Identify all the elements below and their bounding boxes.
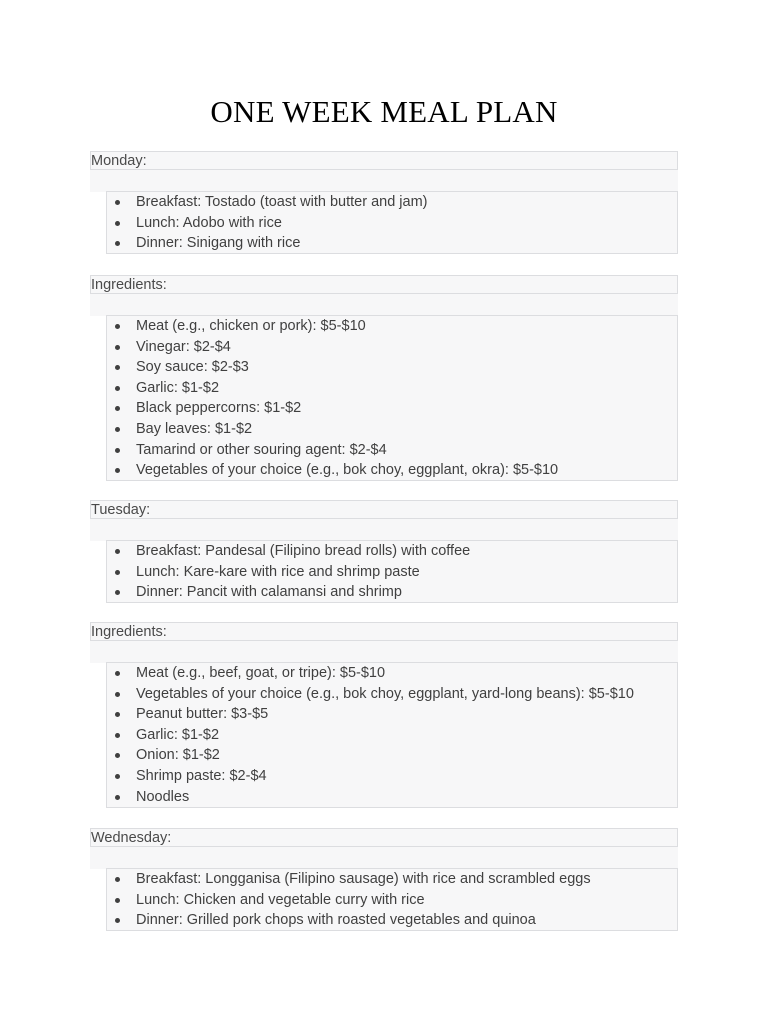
bullet-icon xyxy=(115,898,120,903)
page-title: ONE WEEK MEAL PLAN xyxy=(210,94,558,129)
bullet-icon xyxy=(115,241,120,246)
section-label-text: Monday: xyxy=(91,153,147,169)
list-item: Breakfast: Tostado (toast with butter and jam) xyxy=(107,192,677,213)
list-item: Breakfast: Longganisa (Filipino sausage) with rice and scrambled eggs xyxy=(107,869,677,890)
list-item: Dinner: Pancit with calamansi and shrimp xyxy=(107,582,677,603)
section-spacer xyxy=(90,170,678,192)
ingredient-list-monday xyxy=(106,315,678,481)
bullet-icon xyxy=(115,406,120,411)
bullet-icon xyxy=(115,448,120,453)
section-label-text: Tuesday: xyxy=(91,502,151,518)
list-item: Lunch: Adobo with rice xyxy=(107,213,677,234)
section-label-ingredients xyxy=(90,275,678,294)
list-item: Breakfast: Pandesal (Filipino bread rolls) with coffee xyxy=(107,541,677,562)
bullet-icon xyxy=(115,427,120,432)
list-item: Soy sauce: $2-$3 xyxy=(107,357,677,378)
section-label-text: Wednesday: xyxy=(91,830,172,846)
meal-list-tuesday xyxy=(106,540,678,603)
bullet-icon xyxy=(115,712,120,717)
list-item: Lunch: Chicken and vegetable curry with rice xyxy=(107,890,677,911)
list-item: Vegetables of your choice (e.g., bok choy, eggplant, yard-long beans): $5-$10 xyxy=(107,684,677,705)
bullet-icon xyxy=(115,345,120,350)
bullet-icon xyxy=(115,795,120,800)
section-spacer xyxy=(90,519,678,541)
list-item: Black peppercorns: $1-$2 xyxy=(107,398,677,419)
list-item: Peanut butter: $3-$5 xyxy=(107,704,677,725)
section-label-text: Ingredients: xyxy=(91,624,167,640)
section-label-wednesday xyxy=(90,828,678,847)
bullet-icon xyxy=(115,221,120,226)
bullet-icon xyxy=(115,468,120,473)
list-item: Meat (e.g., chicken or pork): $5-$10 xyxy=(107,316,677,337)
list-item: Garlic: $1-$2 xyxy=(107,725,677,746)
list-item: Onion: $1-$2 xyxy=(107,745,677,766)
bullet-icon xyxy=(115,365,120,370)
meal-list-monday xyxy=(106,191,678,254)
list-item: Meat (e.g., beef, goat, or tripe): $5-$10 xyxy=(107,663,677,684)
bullet-icon xyxy=(115,324,120,329)
list-item: Dinner: Grilled pork chops with roasted vegetables and quinoa xyxy=(107,910,677,931)
section-label-ingredients xyxy=(90,622,678,641)
list-item: Bay leaves: $1-$2 xyxy=(107,419,677,440)
list-item: Vegetables of your choice (e.g., bok choy, eggplant, okra): $5-$10 xyxy=(107,460,677,481)
bullet-icon xyxy=(115,386,120,391)
section-label-tuesday xyxy=(90,500,678,519)
list-item: Noodles xyxy=(107,787,677,808)
list-item: Shrimp paste: $2-$4 xyxy=(107,766,677,787)
bullet-icon xyxy=(115,774,120,779)
bullet-icon xyxy=(115,692,120,697)
bullet-icon xyxy=(115,549,120,554)
section-spacer xyxy=(90,294,678,316)
list-item: Dinner: Sinigang with rice xyxy=(107,233,677,254)
meal-list-wednesday xyxy=(106,868,678,931)
bullet-icon xyxy=(115,877,120,882)
bullet-icon xyxy=(115,733,120,738)
bullet-icon xyxy=(115,671,120,676)
list-item: Lunch: Kare-kare with rice and shrimp paste xyxy=(107,562,677,583)
bullet-icon xyxy=(115,570,120,575)
section-spacer xyxy=(90,847,678,869)
list-item: Garlic: $1-$2 xyxy=(107,378,677,399)
list-item: Tamarind or other souring agent: $2-$4 xyxy=(107,440,677,461)
bullet-icon xyxy=(115,918,120,923)
section-label-monday xyxy=(90,151,678,170)
section-label-text: Ingredients: xyxy=(91,277,167,293)
bullet-icon xyxy=(115,200,120,205)
section-spacer xyxy=(90,641,678,663)
bullet-icon xyxy=(115,753,120,758)
bullet-icon xyxy=(115,590,120,595)
list-item: Vinegar: $2-$4 xyxy=(107,337,677,358)
ingredient-list-tuesday xyxy=(106,662,678,808)
